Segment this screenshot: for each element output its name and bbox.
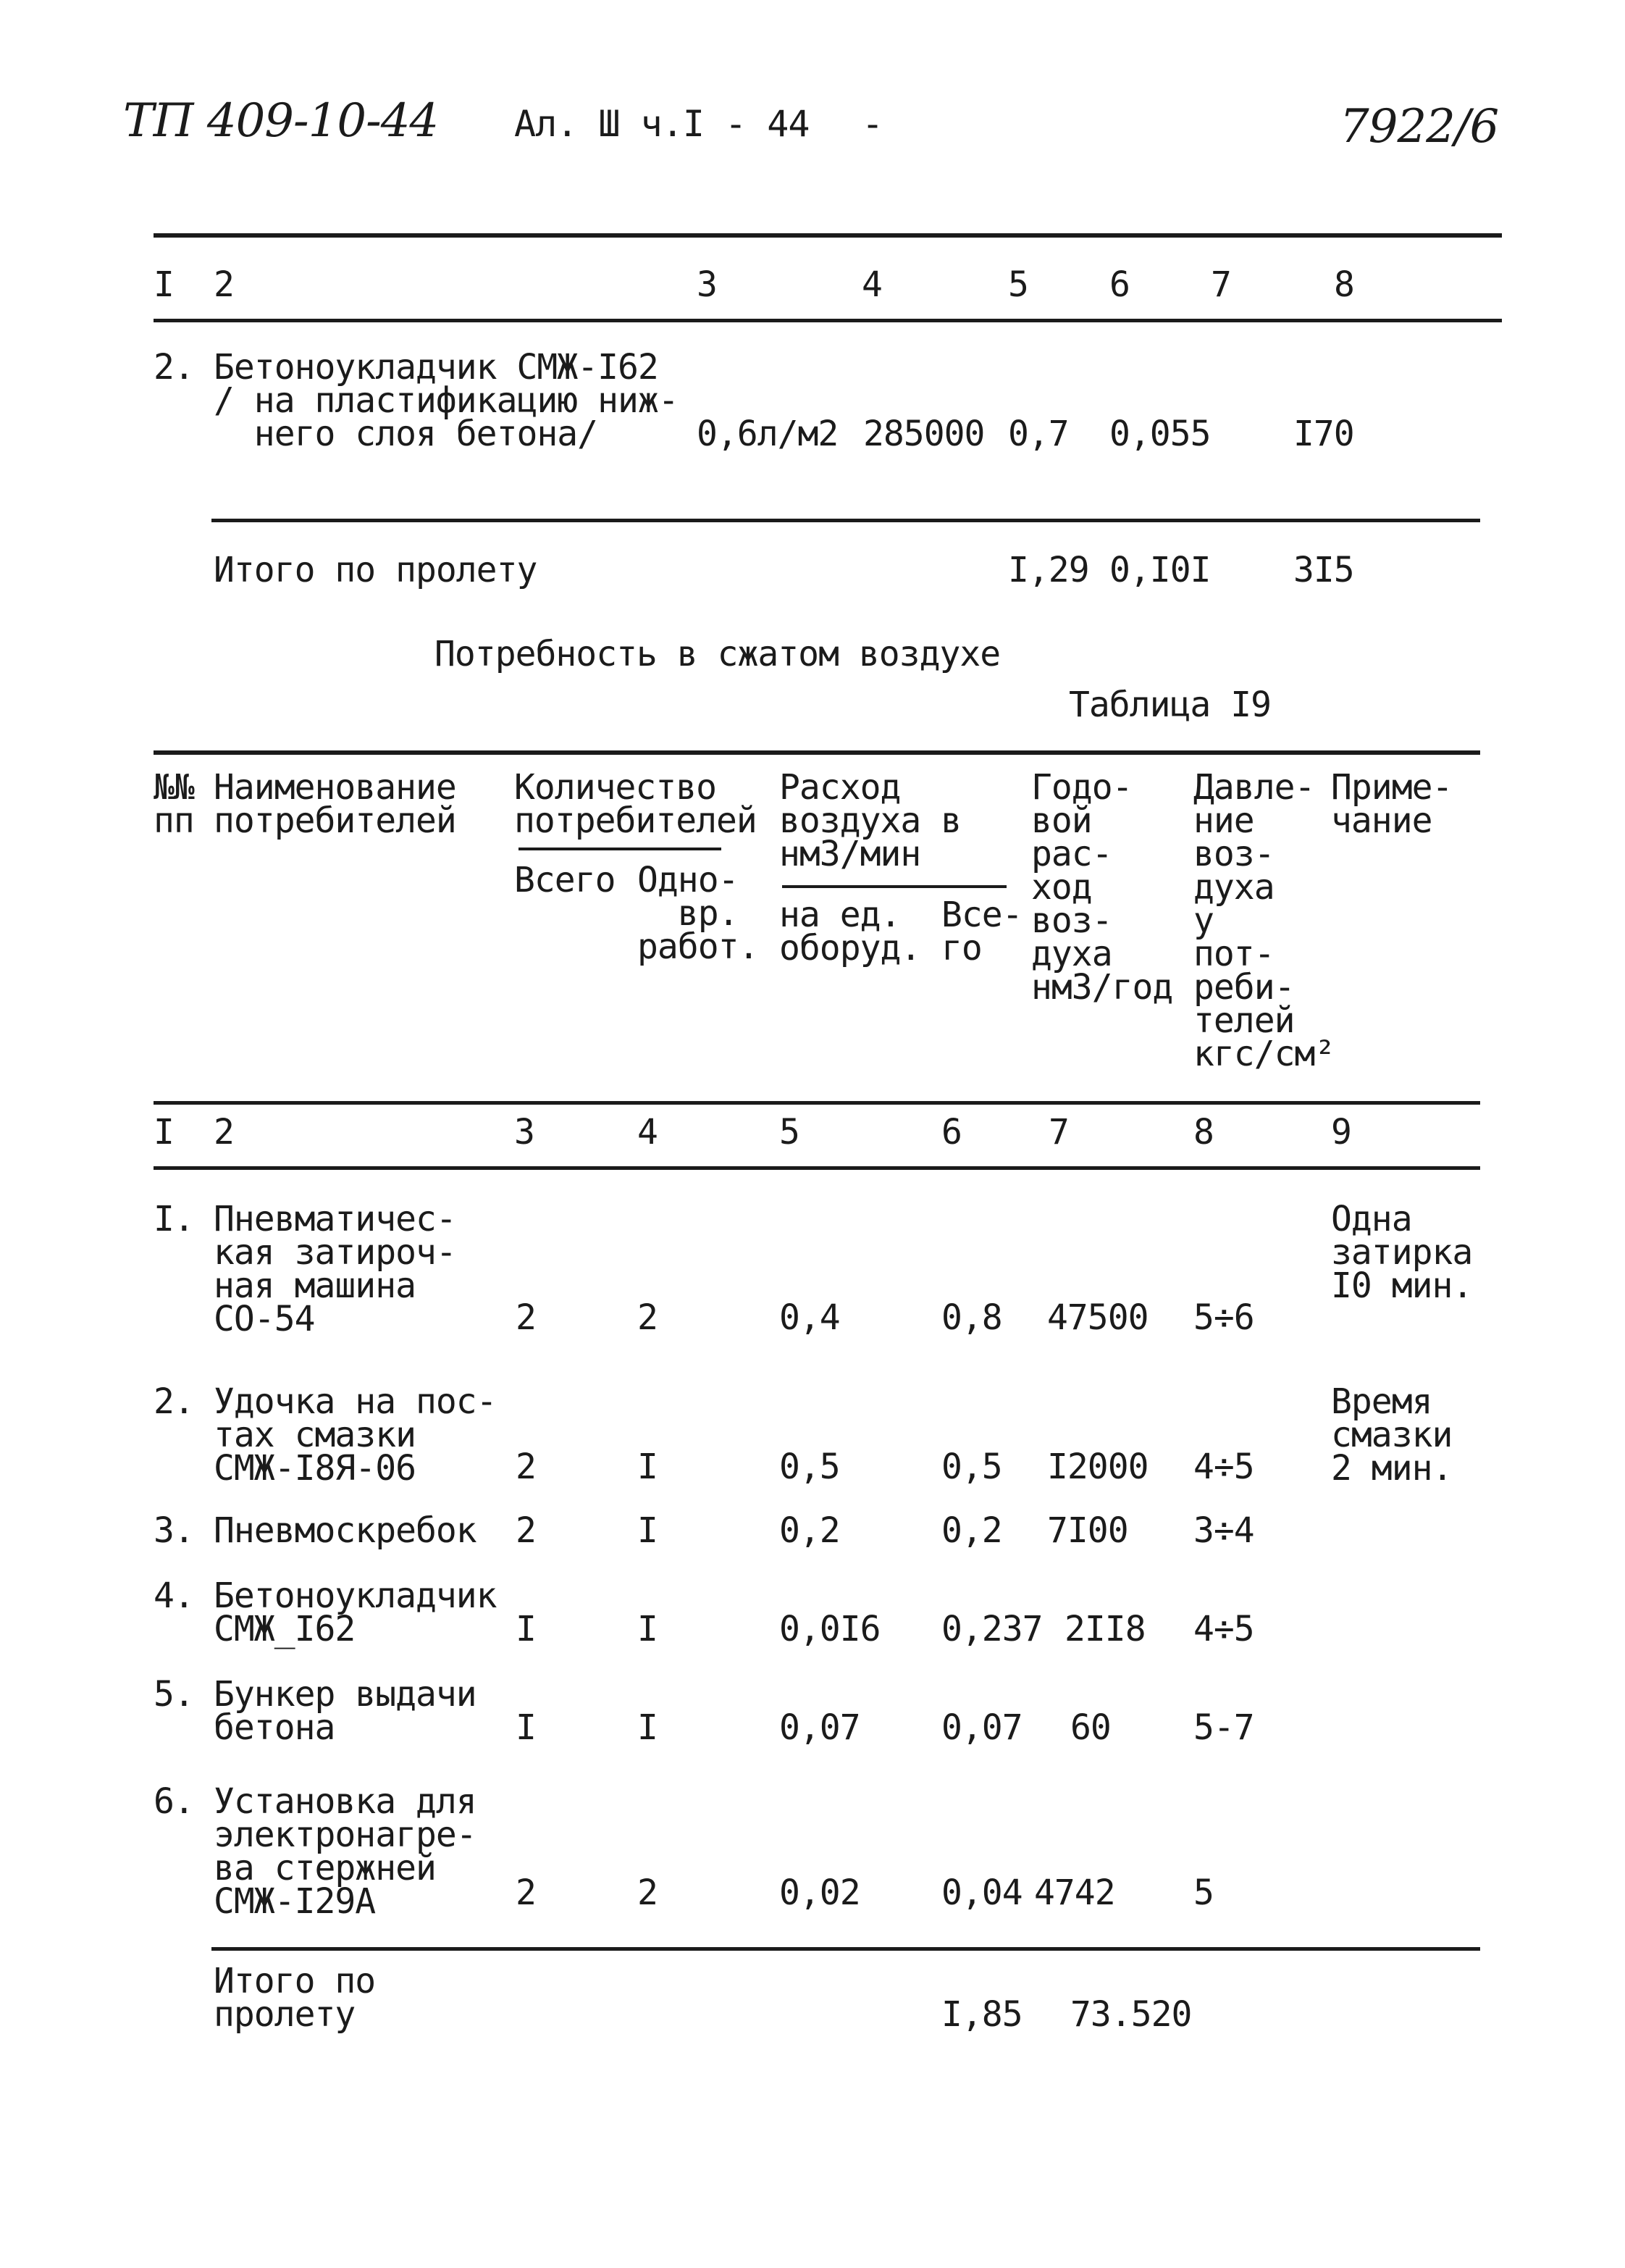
header-qty-underline — [518, 848, 721, 850]
row-c8: I70 — [1293, 414, 1354, 454]
row-name: Бункер выдачи бетона — [214, 1674, 476, 1748]
row-number: 2. — [154, 347, 194, 388]
row-name: Бетоноукладчик СМЖ_I62 — [214, 1576, 497, 1649]
row-c5: 0,7 — [1008, 414, 1069, 454]
row-qty-simult: I — [637, 1609, 658, 1649]
header-flow: Расход воздуха в нм3/мин — [779, 767, 962, 874]
row-flow-unit: 0,2 — [779, 1510, 840, 1551]
row-number: I. — [154, 1199, 194, 1239]
row-annual: 4742 — [1034, 1872, 1115, 1913]
table-label: Таблица I9 — [1069, 685, 1271, 725]
total-rule — [211, 519, 1480, 522]
col-number: 5 — [1008, 264, 1028, 305]
col-number: 3 — [514, 1112, 534, 1152]
col-number: 3 — [697, 264, 717, 305]
row-flow-unit: 0,4 — [779, 1297, 840, 1338]
column-numbers-rule — [154, 319, 1502, 322]
col-number: 4 — [637, 1112, 658, 1152]
col-number: 5 — [779, 1112, 799, 1152]
header-dash: - — [862, 103, 883, 145]
row-name: Бетоноукладчик СМЖ-I62 / на пластификацию ниж- него слоя бетона/ — [214, 347, 679, 454]
row-note: Одна затирка I0 мин. — [1331, 1199, 1473, 1306]
row-c3: 0,6л/м2 — [697, 414, 839, 454]
row-qty-simult: I — [637, 1510, 658, 1551]
row-pressure: 3÷4 — [1193, 1510, 1254, 1551]
total-label: Итого по пролету — [214, 550, 537, 590]
row-number: 5. — [154, 1674, 194, 1715]
row-name: Пневмоскребок — [214, 1510, 476, 1551]
row-name: Удочка на пос- тах смазки СМЖ-I8Я-06 — [214, 1381, 497, 1489]
row-annual: I2000 — [1047, 1447, 1149, 1487]
table19-total-rule — [211, 1947, 1480, 1951]
row-flow-unit: 0,0I6 — [779, 1609, 881, 1649]
col-number: 8 — [1334, 264, 1354, 305]
header-name: Наименование потребителей — [214, 767, 456, 841]
col-number: 6 — [941, 1112, 962, 1152]
total-annual: 73.520 — [1070, 1994, 1192, 2035]
sheet-number: 7922/6 — [1340, 100, 1499, 154]
top-rule — [154, 233, 1502, 238]
row-pressure: 5 — [1193, 1872, 1214, 1913]
total-c5: I,29 — [1008, 550, 1089, 590]
row-number: 2. — [154, 1381, 194, 1422]
row-name: Установка для электронагре- ва стержней СМЖ-I29А — [214, 1781, 476, 1922]
header-annual: Годо- вой рас- ход воз- духа нм3/год — [1031, 767, 1173, 1008]
table19-column-numbers-rule — [154, 1166, 1480, 1170]
row-number: 6. — [154, 1781, 194, 1822]
row-c6: 0,055 — [1109, 414, 1211, 454]
col-number: I — [154, 1112, 174, 1152]
row-flow-total: 0,237 — [941, 1609, 1043, 1649]
row-qty-total: 2 — [516, 1872, 536, 1913]
header-pressure: Давле- ние воз- духа у пот- реби- телей кгс/см² — [1193, 767, 1335, 1074]
row-pressure: 5-7 — [1193, 1707, 1254, 1748]
col-number: 6 — [1109, 264, 1130, 305]
row-number: 3. — [154, 1510, 194, 1551]
row-flow-unit: 0,02 — [779, 1872, 860, 1913]
row-qty-simult: I — [637, 1707, 658, 1748]
col-number: 9 — [1331, 1112, 1351, 1152]
col-number: I — [154, 264, 174, 305]
col-number: 2 — [214, 1112, 234, 1152]
row-qty-total: 2 — [516, 1447, 536, 1487]
col-number: 7 — [1211, 264, 1231, 305]
row-flow-unit: 0,07 — [779, 1707, 860, 1748]
total-flow: I,85 — [941, 1994, 1023, 2035]
col-number: 8 — [1193, 1112, 1214, 1152]
row-qty-simult: I — [637, 1447, 658, 1487]
row-annual: 60 — [1070, 1707, 1111, 1748]
row-c4: 285000 — [863, 414, 985, 454]
col-number: 4 — [862, 264, 882, 305]
header-qty-simult: Одно- вр. работ. — [637, 860, 759, 967]
row-annual: 7I00 — [1047, 1510, 1128, 1551]
row-annual: 47500 — [1047, 1297, 1149, 1338]
header-qty-total: Всего — [514, 860, 616, 900]
row-pressure: 5÷6 — [1193, 1297, 1254, 1338]
row-flow-total: 0,2 — [941, 1510, 1002, 1551]
header-flow-unit: на ед. оборуд. — [779, 895, 921, 968]
row-number: 4. — [154, 1576, 194, 1616]
table19-header-rule — [154, 1101, 1480, 1105]
row-qty-total: 2 — [516, 1297, 536, 1338]
col-number: 7 — [1049, 1112, 1069, 1152]
row-flow-total: 0,8 — [941, 1297, 1002, 1338]
header-note: Приме- чание — [1331, 767, 1453, 841]
col-number: 2 — [214, 264, 234, 305]
header-flow-underline — [782, 885, 1007, 888]
section-title: Потребность в сжатом воздухе — [434, 634, 1001, 674]
row-flow-total: 0,5 — [941, 1447, 1002, 1487]
row-qty-total: I — [516, 1707, 536, 1748]
row-qty-simult: 2 — [637, 1872, 658, 1913]
table19-top-rule — [154, 750, 1480, 755]
row-name: Пневматичес- кая затироч- ная машина СО-54 — [214, 1199, 456, 1339]
row-flow-unit: 0,5 — [779, 1447, 840, 1487]
row-pressure: 4÷5 — [1193, 1447, 1254, 1487]
total-c6: 0,I0I — [1109, 550, 1211, 590]
album-reference: Ал. Ш ч.I - 44 — [514, 103, 810, 145]
row-note: Время смазки 2 мин. — [1331, 1381, 1453, 1489]
header-flow-total: Все- го — [941, 895, 1023, 968]
header-num: №№ пп — [154, 767, 194, 841]
row-flow-total: 0,04 — [941, 1872, 1023, 1913]
row-flow-total: 0,07 — [941, 1707, 1023, 1748]
total-label: Итого по пролету — [214, 1961, 376, 2035]
row-qty-total: 2 — [516, 1510, 536, 1551]
total-c8: 3I5 — [1293, 550, 1354, 590]
header-qty: Количество потребителей — [514, 767, 757, 841]
row-annual: 2II8 — [1065, 1609, 1146, 1649]
row-qty-total: I — [516, 1609, 536, 1649]
row-pressure: 4÷5 — [1193, 1609, 1254, 1649]
document-code: ТП 409-10-44 — [123, 94, 439, 148]
row-qty-simult: 2 — [637, 1297, 658, 1338]
